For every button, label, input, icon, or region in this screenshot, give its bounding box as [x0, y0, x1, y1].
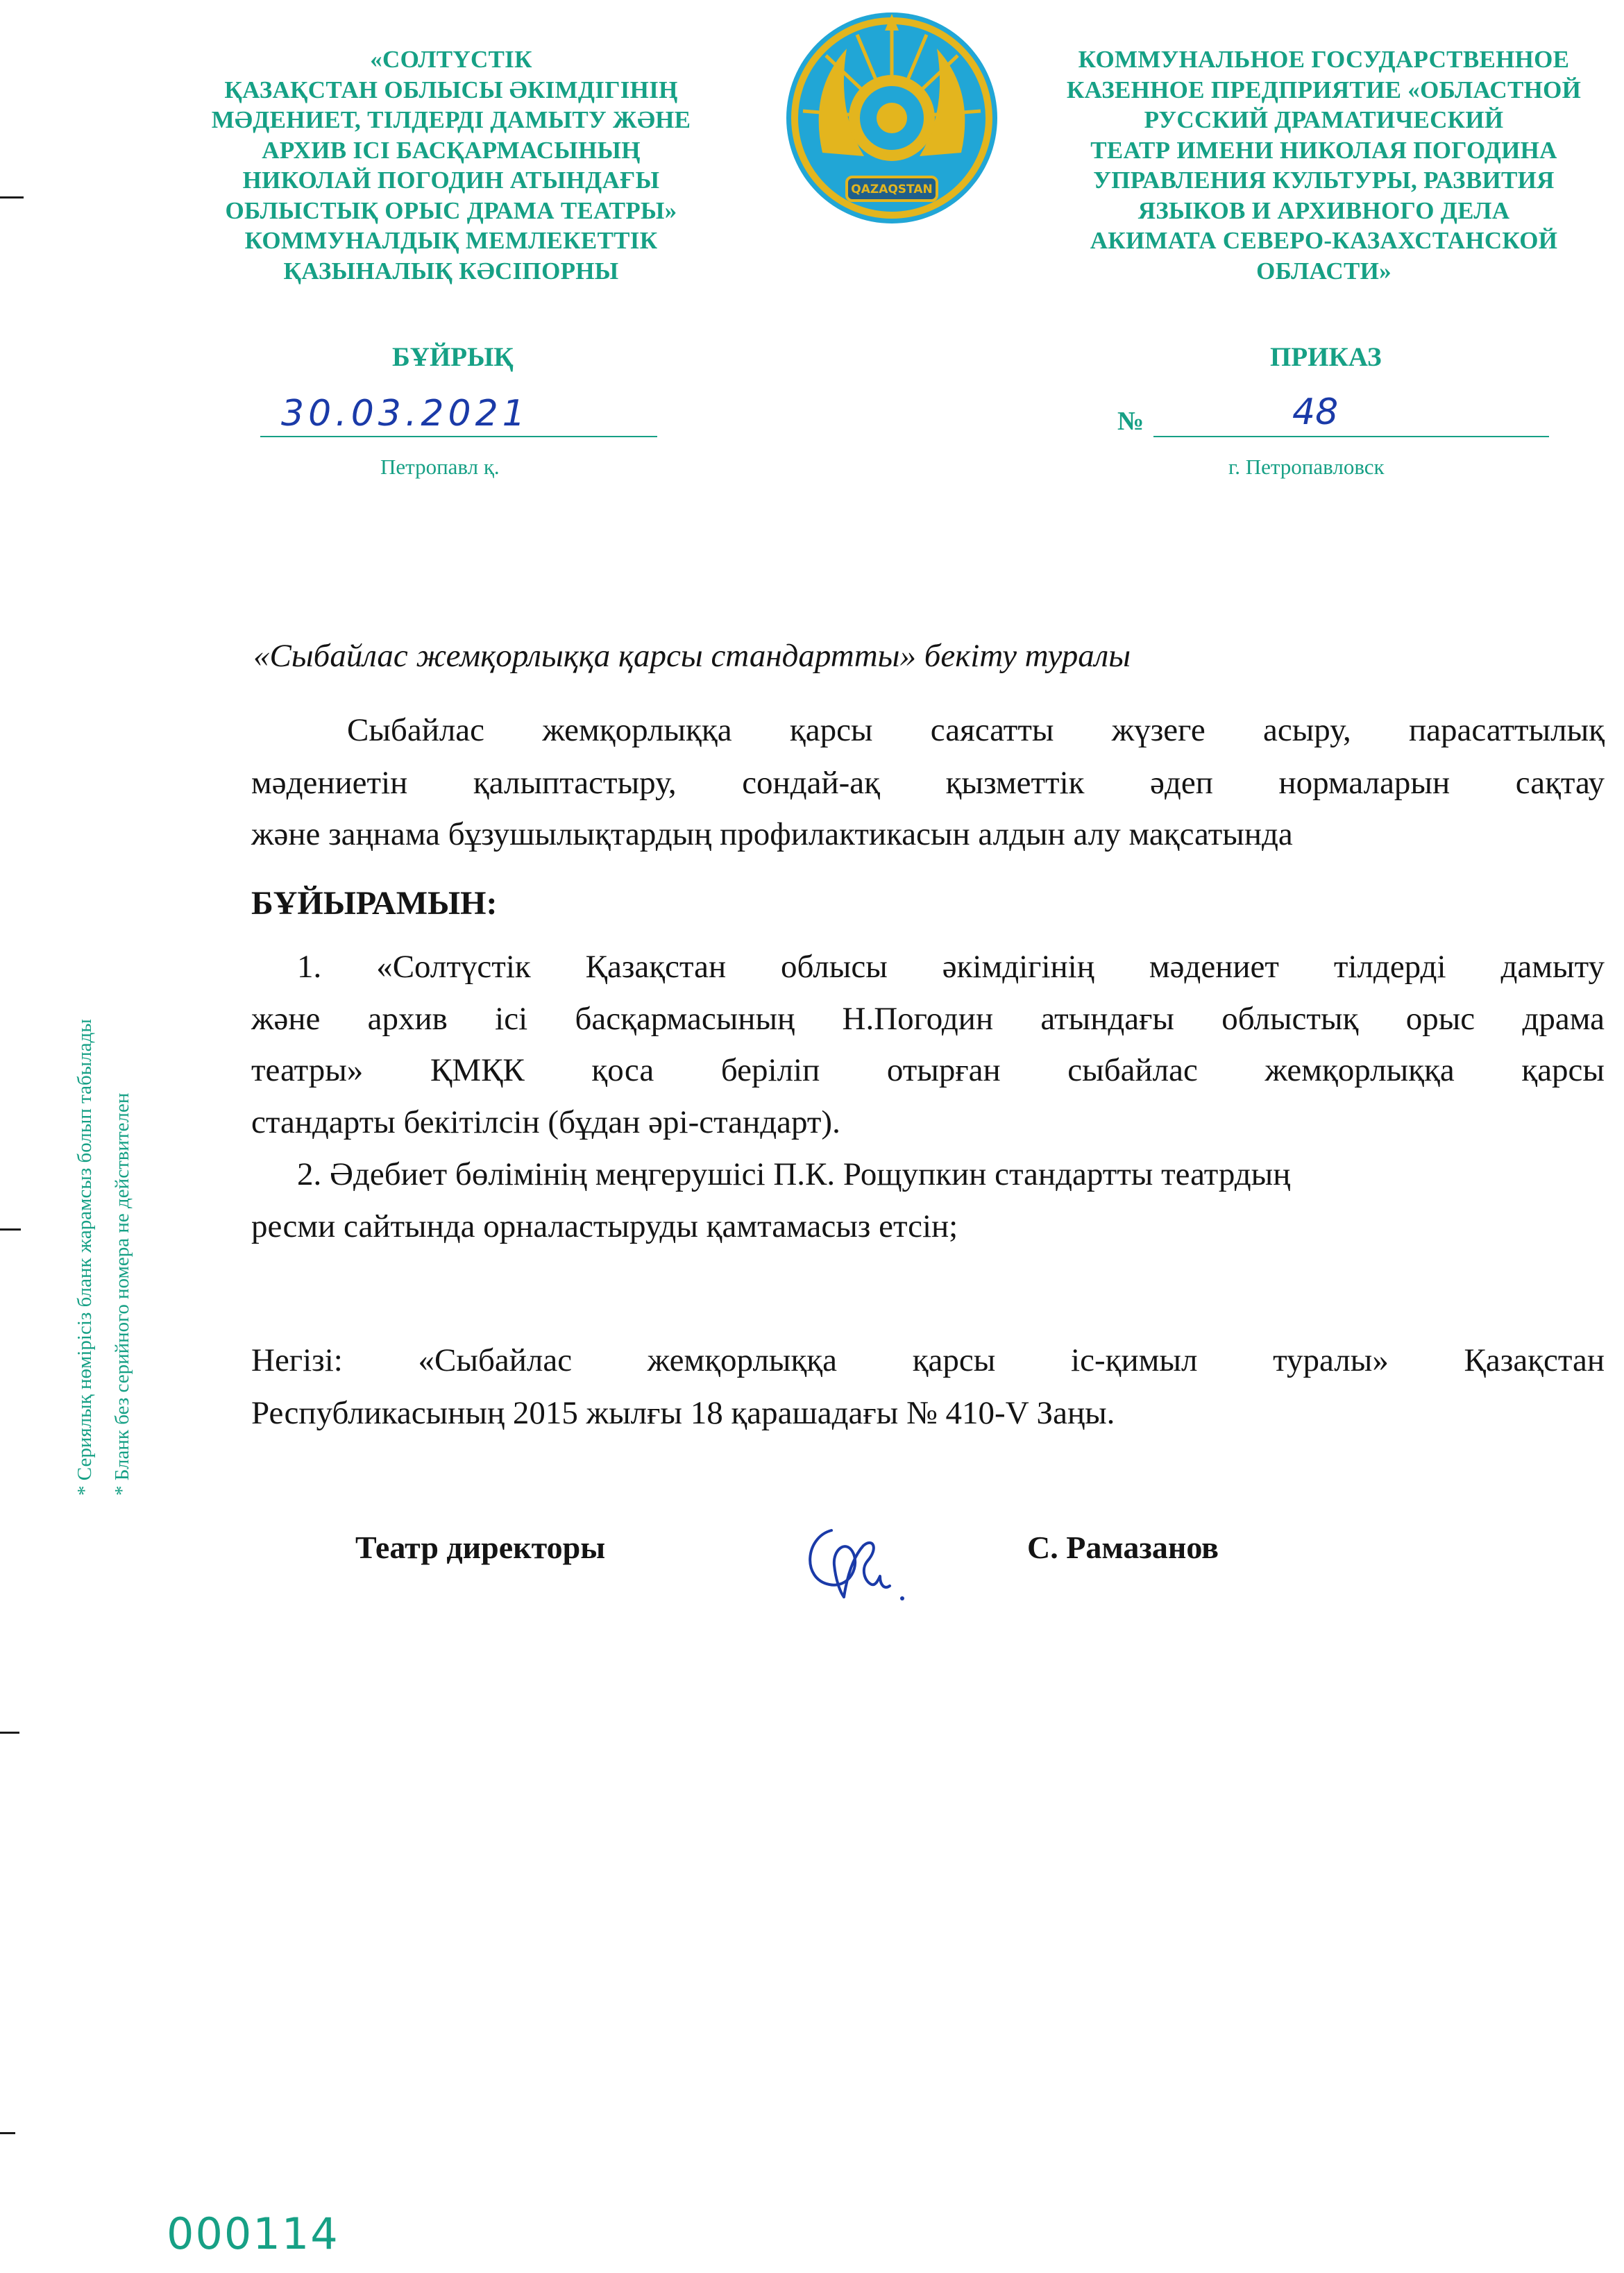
date-underline	[260, 436, 657, 437]
item2-line: ресми сайтында орналастыруды қамтамасыз етсін;	[251, 1208, 958, 1244]
item1-line: және архив ісі басқармасының Н.Погодин атындағы облыстық орыс драма	[251, 1001, 1605, 1037]
header-line: КОММУНАЛДЫҚ МЕМЛЕКЕТТІК	[244, 227, 658, 254]
header-line: ҚАЗЫНАЛЫҚ КӘСІПОРНЫ	[283, 257, 619, 285]
order-title-kz: БҰЙРЫҚ	[392, 342, 514, 372]
side-notice-ru: * Бланк без серийного номера не действителен	[111, 1092, 133, 1496]
order-date: 30.03.2021	[281, 393, 530, 434]
state-emblem	[781, 7, 1003, 229]
intro-line: Сыбайлас жемқорлыққа қарсы саясатты жүзеге асыру, парасаттылық	[347, 712, 1605, 748]
emblem-icon	[781, 7, 1003, 229]
number-label: №	[1117, 407, 1144, 436]
scan-mark	[0, 1228, 21, 1231]
scan-mark	[0, 2132, 15, 2134]
order-word: БҰЙЫРАМЫН:	[251, 885, 498, 922]
city-kz: Петропавл қ.	[380, 455, 500, 479]
header-line: ОБЛЫСТЫҚ ОРЫС ДРАМА ТЕАТРЫ»	[225, 196, 677, 224]
header-line: РУССКИЙ ДРАМАТИЧЕСКИЙ	[1144, 106, 1504, 133]
signature-icon	[791, 1510, 909, 1614]
header-kazakh	[160, 44, 743, 286]
header-line: ОБЛАСТИ»	[1256, 257, 1392, 285]
header-line: АКИМАТА СЕВЕРО-КАЗАХСТАНСКОЙ	[1090, 227, 1558, 254]
item2-line: 2. Әдебиет бөлімінің меңгерушісі П.К. Рощупкин стандартты театрдың	[297, 1156, 1291, 1192]
header-line: «СОЛТҮСТІК	[370, 46, 532, 73]
header-line: ТЕАТР ИМЕНИ НИКОЛАЯ ПОГОДИНА	[1090, 136, 1557, 164]
item1-line: театры» ҚМҚК қоса беріліп отырған сыбайлас жемқорлыққа қарсы	[251, 1052, 1605, 1088]
intro-line: және заңнама бұзушылықтардың профилактикасын алдын алу мақсатында	[251, 816, 1293, 852]
signatory-position: Театр директоры	[355, 1530, 606, 1565]
serial-number: 000114	[167, 2208, 339, 2259]
header-line: ЯЗЫКОВ И АРХИВНОГО ДЕЛА	[1137, 196, 1510, 224]
scan-mark	[0, 1732, 19, 1734]
signatory-name: С. Рамазанов	[1027, 1530, 1219, 1565]
header-line: УПРАВЛЕНИЯ КУЛЬТУРЫ, РАЗВИТИЯ	[1093, 167, 1555, 194]
order-title-ru: ПРИКАЗ	[1270, 342, 1382, 372]
intro-line: мәдениетін қалыптастыру, сондай-ақ қызметтік әдеп нормаларын сақтау	[251, 765, 1605, 801]
emblem-label: QAZAQSTAN	[851, 183, 933, 196]
header-russian	[1031, 44, 1617, 286]
basis-line: Республикасының 2015 жылғы 18 қарашадағы № 410-V Заңы.	[251, 1395, 1115, 1431]
item1-line: 1. «Солтүстік Қазақстан облысы әкімдігінің мәдениет тілдерді дамыту	[297, 949, 1605, 985]
order-number: 48	[1292, 391, 1339, 433]
header-line: НИКОЛАЙ ПОГОДИН АТЫНДАҒЫ	[242, 167, 660, 194]
scan-mark	[0, 196, 24, 198]
item1-line: стандарты бекітілсін (бұдан әрі-стандарт).	[251, 1104, 840, 1140]
header-line: ҚАЗАҚСТАН ОБЛЫСЫ ӘКІМДІГІНІҢ	[224, 76, 678, 103]
handwritten-signature	[791, 1510, 909, 1614]
basis-line: Негізі: «Сыбайлас жемқорлыққа қарсы іс-қимыл туралы» Қазақстан	[251, 1342, 1605, 1378]
header-line: МӘДЕНИЕТ, ТІЛДЕРДІ ДАМЫТУ ЖӘНЕ	[211, 106, 691, 133]
city-ru: г. Петропавловск	[1228, 455, 1385, 479]
header-line: АРХИВ ІСІ БАСҚАРМАСЫНЫҢ	[262, 136, 641, 164]
number-underline	[1153, 436, 1549, 437]
order-subject: «Сыбайлас жемқорлыққа қарсы стандартты» бекіту туралы	[253, 638, 1131, 674]
side-notice-kz: * Сериялық нөмірісіз бланк жарамсыз болып табылады	[74, 1019, 96, 1496]
header-line: КОММУНАЛЬНОЕ ГОСУДАРСТВЕННОЕ	[1078, 46, 1570, 73]
header-line: КАЗЕННОЕ ПРЕДПРИЯТИЕ «ОБЛАСТНОЙ	[1066, 76, 1582, 103]
